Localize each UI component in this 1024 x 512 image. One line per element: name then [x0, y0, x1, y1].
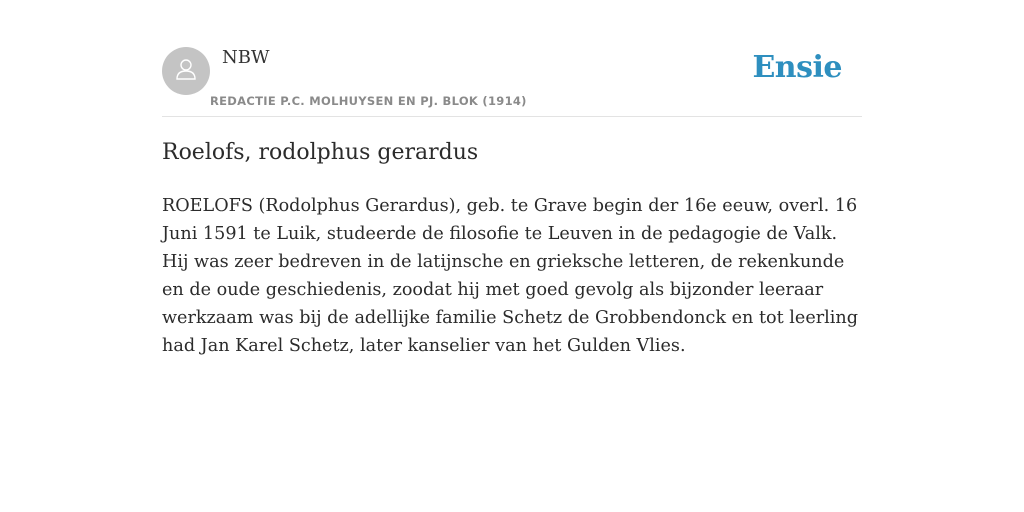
author-header	[162, 0, 862, 117]
author-avatar[interactable]	[162, 47, 210, 95]
page-container	[162, 0, 862, 356]
user-icon	[172, 55, 200, 87]
editor-credit: REDACTIE P.C. MOLHUYSEN EN PJ. BLOK (1914)	[210, 94, 527, 108]
article-body: ROELOFS (Rodolphus Gerardus), geb. te Grave begin der 16e eeuw, overl. 16 Juni 1591 te Luik, studeerde de filosofie te Leuven in de pedagogie de Valk. Hij was zeer bedreven in de latijnsche en grieksche letteren, de rekenkunde en de oude geschiedenis, zoodat hij met goed gevolg als bijzonder leeraar werkzaam was bij de adellijke familie Schetz de Grobbendonck en tot leerling had Jan Karel Schetz, later kanselier van het Gulden Vlies.	[162, 196, 859, 356]
author-name[interactable]: NBW	[222, 47, 270, 68]
article-title: Roelofs, rodolphus gerardus	[162, 140, 479, 165]
ensie-logo[interactable]: Ensie	[752, 50, 842, 85]
